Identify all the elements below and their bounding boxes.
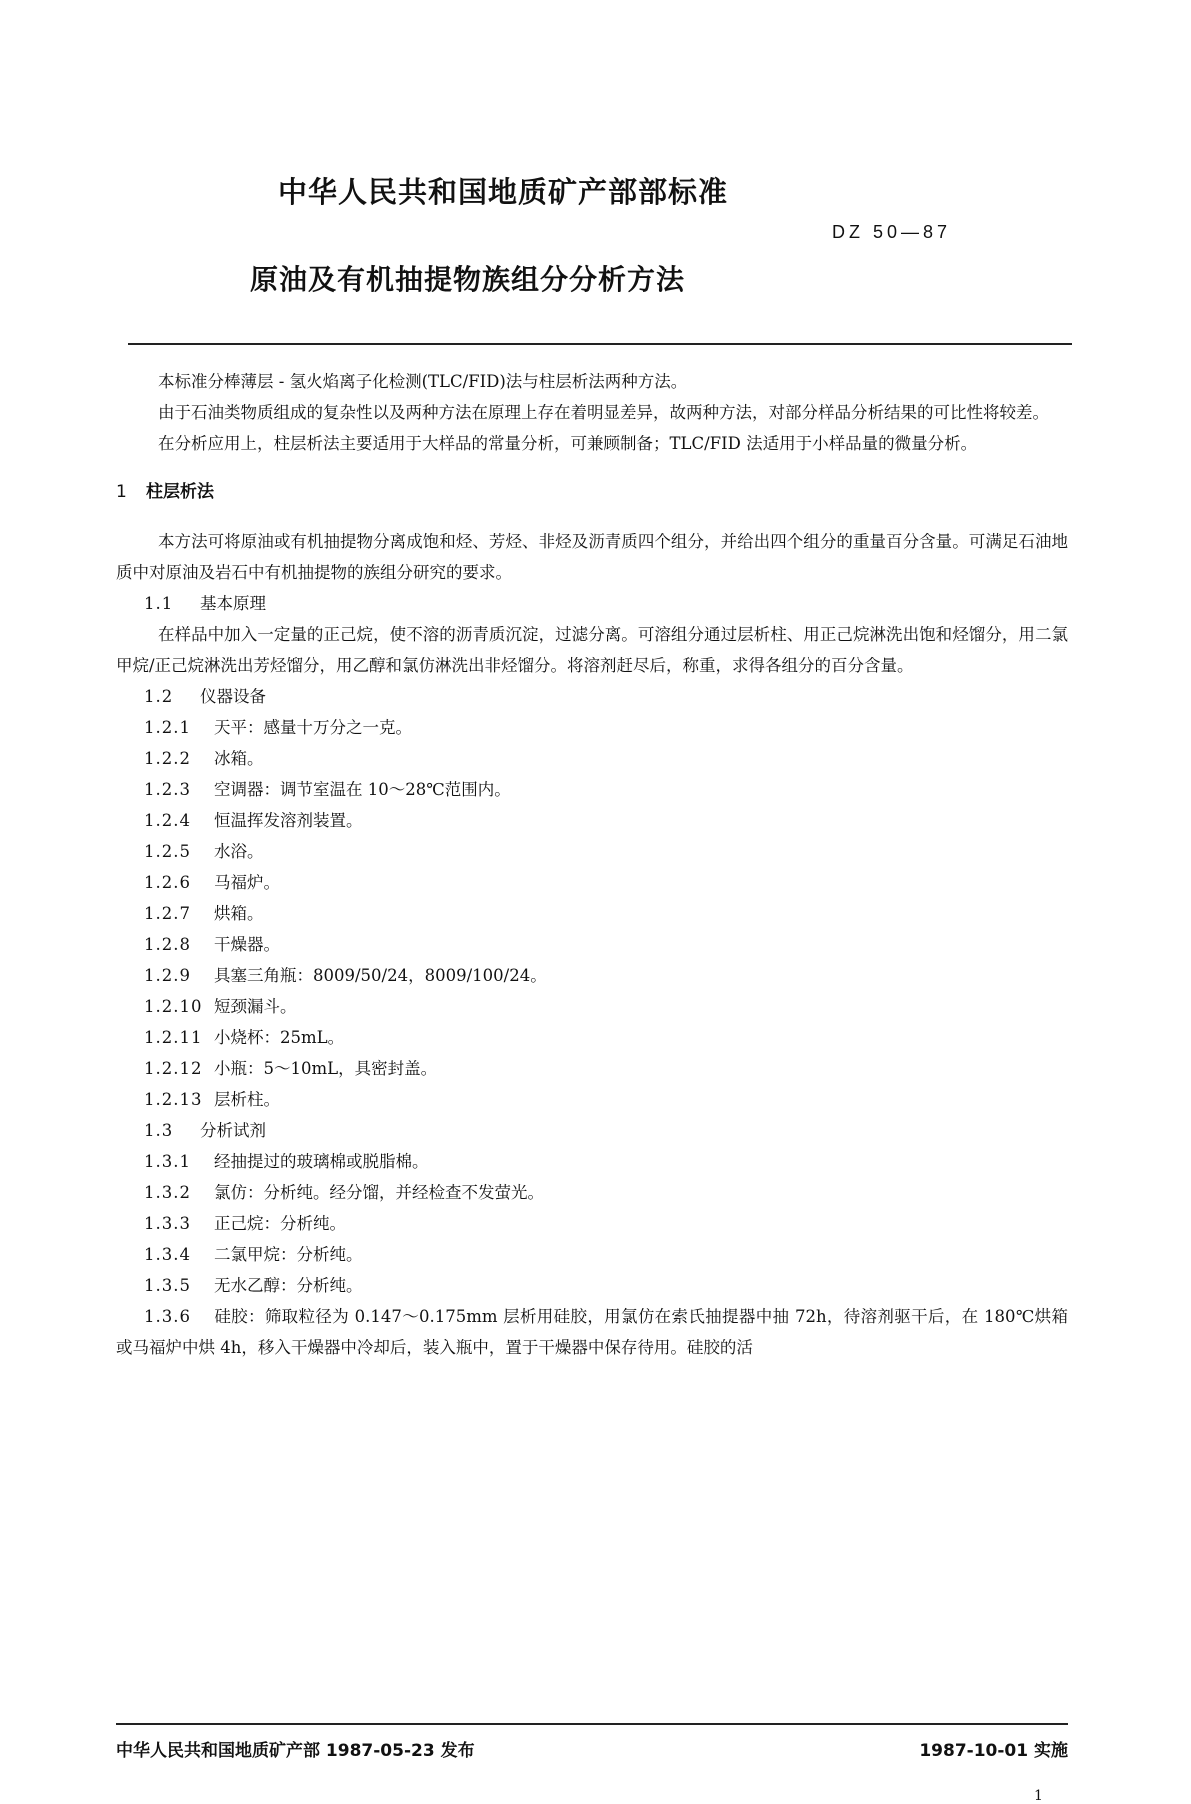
intro-paragraph-3: 在分析应用上，柱层析法主要适用于大样品的常量分析，可兼顾制备；TLC/FID 法适用于小样品量的微量分析。 xyxy=(158,434,978,453)
document-body xyxy=(116,366,1068,1363)
list-item: 1.3.2 氯仿：分析纯。经分馏，并经检查不发萤光。 xyxy=(144,1183,544,1202)
section-intro: 本方法可将原油或有机抽提物分离成饱和烃、芳烃、非烃及沥青质四个组分，并给出四个组分的重量百分含量。可满足石油地质中对原油及岩石中有机抽提物的族组分研究的要求。 xyxy=(116,532,1068,582)
page-number: 1 xyxy=(1034,1788,1043,1804)
list-item: 1.2.9 具塞三角瓶：8009/50/24，8009/100/24。 xyxy=(144,966,547,985)
section-number: 1 xyxy=(116,482,127,502)
section-heading xyxy=(116,477,1068,508)
list-item: 1.3.3 正己烷：分析纯。 xyxy=(144,1214,346,1233)
header-divider xyxy=(128,343,1072,345)
list-item: 1.2.10 短颈漏斗。 xyxy=(144,997,297,1016)
list-item: 1.2.6 马福炉。 xyxy=(144,873,280,892)
subsection-heading: 1.1 基本原理 xyxy=(144,594,266,613)
issue-date: 中华人民共和国地质矿产部 1987-05-23 发布 xyxy=(116,1741,475,1761)
section-title: 柱层析法 xyxy=(146,482,214,502)
list-item: 1.2.3 空调器：调节室温在 10～28℃范围内。 xyxy=(144,780,511,799)
intro-paragraph-1: 本标准分棒薄层 - 氢火焰离子化检测(TLC/FID)法与柱层析法两种方法。 xyxy=(158,372,688,391)
subsection-heading: 1.3 分析试剂 xyxy=(144,1121,266,1140)
list-item: 1.2.13 层析柱。 xyxy=(144,1090,280,1109)
list-item: 1.3.1 经抽提过的玻璃棉或脱脂棉。 xyxy=(144,1152,429,1171)
intro-paragraph-2: 由于石油类物质组成的复杂性以及两种方法在原理上存在着明显差异，故两种方法，对部分样品分析结果的可比性将较差。 xyxy=(158,403,1049,422)
list-item-wrapped: 1.3.6 硅胶：筛取粒径为 0.147～0.175mm 层析用硅胶，用氯仿在索氏抽提器中抽 72h，待溶剂驱干后，在 180℃烘箱或马福炉中烘 4h，移入干燥器中冷却后，装入瓶中，置于干燥器中保存待用。硅胶的活 xyxy=(116,1307,1068,1357)
footer-divider xyxy=(116,1723,1068,1725)
document-title: 原油及有机抽提物族组分分析方法 xyxy=(250,263,686,296)
issuing-organization: 中华人民共和国地质矿产部部标准 xyxy=(278,175,729,209)
list-item: 1.2.12 小瓶：5～10mL，具密封盖。 xyxy=(144,1059,438,1078)
list-item: 1.3.5 无水乙醇：分析纯。 xyxy=(144,1276,363,1295)
list-item: 1.3.4 二氯甲烷：分析纯。 xyxy=(144,1245,363,1264)
list-item: 1.2.1 天平：感量十万分之一克。 xyxy=(144,718,412,737)
list-item: 1.2.7 烘箱。 xyxy=(144,904,264,923)
list-item: 1.2.11 小烧杯：25mL。 xyxy=(144,1028,345,1047)
list-item: 1.2.8 干燥器。 xyxy=(144,935,280,954)
subsection-heading: 1.2 仪器设备 xyxy=(144,687,266,706)
list-item: 1.2.4 恒温挥发溶剂装置。 xyxy=(144,811,363,830)
list-item: 1.2.2 冰箱。 xyxy=(144,749,264,768)
effective-date: 1987-10-01 实施 xyxy=(919,1741,1068,1761)
standard-code: DZ 50—87 xyxy=(832,222,952,242)
list-item: 1.2.5 水浴。 xyxy=(144,842,264,861)
principle-paragraph: 在样品中加入一定量的正己烷，使不溶的沥青质沉淀，过滤分离。可溶组分通过层析柱、用正己烷淋洗出饱和烃馏分，用二氯甲烷/正己烷淋洗出芳烃馏分，用乙醇和氯仿淋洗出非烃馏分。将溶剂赶尽后，称重，求得各组分的百分含量。 xyxy=(116,625,1068,675)
